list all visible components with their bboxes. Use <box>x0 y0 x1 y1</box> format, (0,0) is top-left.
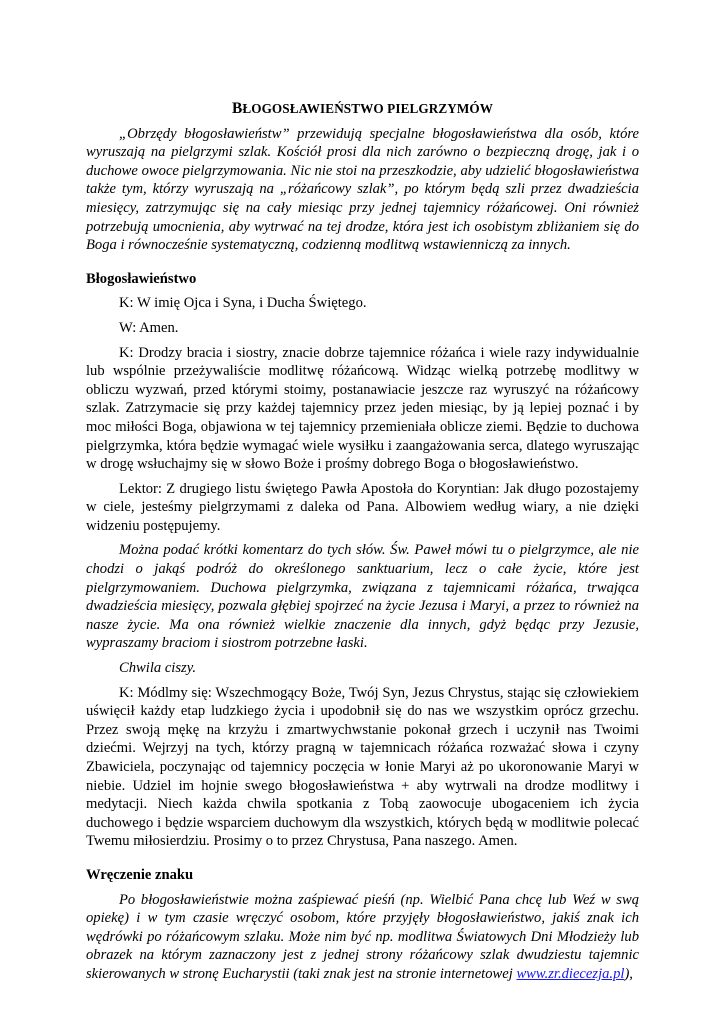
greeting-line: K: W imię Ojca i Syna, i Ducha Świętego. <box>119 295 367 312</box>
commentary-paragraph: Można podać krótki komentarz do tych słów. Św. Paweł mówi tu o pielgrzymce, ale nie chodzi o jakąś podróż do określonego sanktuarium, lecz o całe życie, które jest pielgrzymowaniem. Duchowa pielgrzymka, związana z tajemnicami różańca, trwająca dwadzieścia miesięcy, pozwala głębiej spojrzeć na życie Jezusa i Maryi, a przez to również na nasze życie. Ma ona również wielkie znaczenie dla innych, gdyż będąc przy Jezusie, wypraszamy braciom i siostrom potrzebne łaski. <box>86 542 639 652</box>
section-heading-blessing: Błogosławieństwo <box>86 270 197 287</box>
final-paragraph: Po błogosławieństwie można zaśpiewać pieśń (np. Wielbić Pana chcę lub Weź w swą opiekę) i w tym czasie wręczyć osobom, które przyjęły błogosławieństwo, jakiś znak ich wędrówki po różańcowym szlaku. Może nim być np. modlitwa Światowych Dni Młodzieży lub obrazek na którym zaznaczony jest z jednej strony różańcowy szlak dwudziestu tajemnic skierowanych w stronę Eucharystii (taki znak jest na stronie internetowej www.zr.diecezja.pl), <box>86 891 639 982</box>
celebrant-intro-paragraph: K: Drodzy bracia i siostry, znacie dobrze tajemnice różańca i wiele razy indywidualnie lub wspólnie przeżywaliście modlitwę różańcową. Widząc wielką potrzebę modlitwy w obliczu wyzwań, przed którymi stoimy, postanawiacie jeszcze raz wyruszyć na różańcowy szlak. Zatrzymacie się przy każdej tajemnicy przez jeden miesiąc, by ją lepiej poznać i by moc miłości Boga, objawiona w tej tajemnicy przemieniała oblicze ziemi. Będzie to duchowa pielgrzymka, która będzie wymagać wiele wysiłku i zaangażowania serca, dlatego wyruszając w drogę wsłuchajmy się w słowo Boże i prośmy dobrego Boga o błogosławieństwo. <box>86 344 639 473</box>
silence-line: Chwila ciszy. <box>119 660 197 677</box>
prayer-paragraph: K: Módlmy się: Wszechmogący Boże, Twój Syn, Jezus Chrystus, stając się człowiekiem uświęcił każdy etap ludzkiego życia i upodobnił się do nas we wszystkim oprócz grzechu. Przez swoją mękę na krzyżu i zmartwychwstanie pokonał grzech i uczynił nas Twoimi dziećmi. Wejrzyj na tych, którzy pragną w tajemnicach różańca rozważać słowa i czyny Zbawiciela, poczynając od tajemnicy poczęcia w łonie Maryi aż po ukoronowanie Maryi w niebie. Udziel im hojnie swego błogosławieństwa + aby wytrwali na drodze modlitwy i medytacji. Niech każda chwila spotkania z Tobą zaowocuje ubogaceniem ich życia duchowego i będzie wsparciem duchowym dla wszystkich, których będą w modlitwie polecać Twemu miłosierdziu. Prosimy o to przez Chrystusa, Pana naszego. Amen. <box>86 684 639 850</box>
website-link[interactable]: www.zr.diecezja.pl <box>516 965 625 982</box>
amen-line: W: Amen. <box>119 319 179 336</box>
intro-paragraph: „Obrzędy błogosławieństw” przewidują specjalne błogosławieństwa dla osób, które wyruszają na pielgrzymi szlak. Kościół prosi dla nich zarówno o bezpieczną drogę, jak i o duchowe owoce pielgrzymowania. Nic nie stoi na przeszkodzie, aby udzielić błogosławieństwa także tym, którzy wyruszają na „różańcowy szlak”, po którym będą szli przez dwadzieścia miesięcy, zatrzymując się na cały miesiąc przy jednej tajemnicy różańcowej. Oni również potrzebują umocnienia, aby wytrwać na tej drodze, która jest ich osobistym zbliżaniem się do Boga i równocześnie systematyczną, codzienną modlitwą wstawienniczą za innych. <box>86 125 639 254</box>
document-page <box>86 100 639 984</box>
reading-paragraph: Lektor: Z drugiego listu świętego Pawła Apostoła do Koryntian: Jak długo pozostajemy w ciele, jesteśmy pielgrzymami z daleka od Pana. Albowiem według wiary, a nie dzięki widzeniu postępujemy. <box>86 480 639 534</box>
document-title: BŁOGOSŁAWIEŃSTWO PIELGRZYMÓW <box>231 100 494 117</box>
section-heading-sign: Wręczenie znaku <box>86 866 194 883</box>
